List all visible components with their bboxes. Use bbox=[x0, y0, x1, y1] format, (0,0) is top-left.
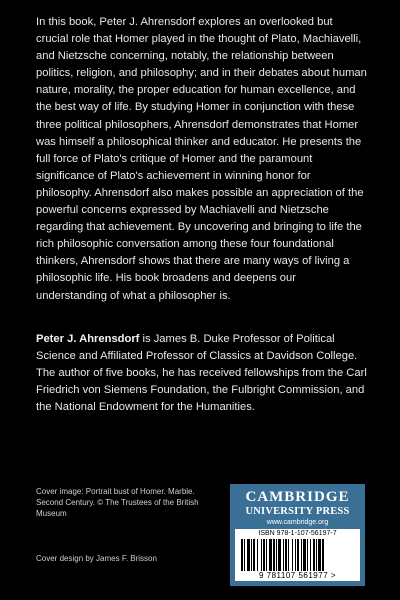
publisher-box bbox=[230, 484, 365, 586]
barcode-panel bbox=[235, 529, 360, 581]
author-name: Peter J. Ahrensdorf bbox=[36, 333, 140, 345]
publisher-url: www.cambridge.org bbox=[266, 519, 329, 526]
barcode-bar bbox=[310, 539, 311, 571]
barcode-bar bbox=[313, 539, 315, 571]
barcode-bar bbox=[269, 539, 272, 571]
barcode-bar bbox=[288, 539, 289, 571]
barcode-bar bbox=[261, 539, 262, 571]
barcode-bar bbox=[297, 539, 299, 571]
author-bio bbox=[36, 331, 368, 416]
isbn-label: ISBN 978-1-107-56197-7 bbox=[258, 530, 337, 537]
barcode-bar bbox=[307, 539, 308, 571]
barcode-bar bbox=[285, 539, 287, 571]
barcode-bar bbox=[247, 539, 250, 571]
barcode-bar bbox=[253, 539, 255, 571]
barcode-bar bbox=[283, 539, 284, 571]
barcode-bar bbox=[316, 539, 317, 571]
cover-design-credit: Cover design by James F. Brisson bbox=[36, 554, 157, 563]
author-bio-text: is James B. Duke Professor of Political Science and Affiliated Professor of Classics at Davidson College. The author of five books, he has received fellowships from the Carl Friedrich von Siemens Foundation, the Fulbright Commission, and the National Endowment for the Humanities. bbox=[36, 333, 367, 414]
barcode-bar bbox=[278, 539, 281, 571]
barcode-bar bbox=[257, 539, 258, 571]
barcode-bar bbox=[322, 539, 324, 571]
barcode-bar bbox=[244, 539, 245, 571]
barcode-bar bbox=[318, 539, 321, 571]
barcode-bar bbox=[276, 539, 277, 571]
barcode-digits: 9 781107 561977 > bbox=[258, 571, 337, 580]
barcode bbox=[241, 539, 354, 571]
barcode-bar bbox=[295, 539, 296, 571]
cover-image-credit: Cover image: Portrait bust of Homer. Marble. Second Century. © The Trustees of the British Museum bbox=[36, 487, 199, 518]
barcode-bar bbox=[251, 539, 252, 571]
barcode-bar bbox=[292, 539, 293, 571]
publisher-name: CAMBRIDGE bbox=[245, 489, 350, 505]
barcode-bar bbox=[303, 539, 306, 571]
barcode-bar bbox=[273, 539, 275, 571]
barcode-bar bbox=[266, 539, 267, 571]
barcode-bar bbox=[241, 539, 243, 571]
publisher-subname: UNIVERSITY PRESS bbox=[245, 506, 350, 517]
barcode-bar bbox=[301, 539, 302, 571]
book-blurb: In this book, Peter J. Ahrensdorf explores an overlooked but crucial role that Homer played in the thought of Plato, Machiavelli, and Nietzsche concerning, notably, the relationship between politics, religion, and philosophy; and in their debates about human nature, morality, the proper education for human excellence, and the best way of life. By studying Homer in conjunction with these three political philosophers, Ahrensdorf demonstrates that Homer was himself a philosophical thinker and educator. He presents the full force of Plato's critique of Homer and the paramount significance of Plato's achievement in winning honor for philosophy. Ahrensdorf also makes possible an appreciation of the powerful concerns expressed by Machiavelli and Nietzsche regarding that achievement. By uncovering and bringing to life the rich philosophic conversation among these four foundational thinkers, Ahrensdorf shows that there are many ways of living a philosophic life. His book broadens and deepens our understanding of what a philosopher is. bbox=[36, 16, 367, 302]
barcode-bar bbox=[263, 539, 265, 571]
